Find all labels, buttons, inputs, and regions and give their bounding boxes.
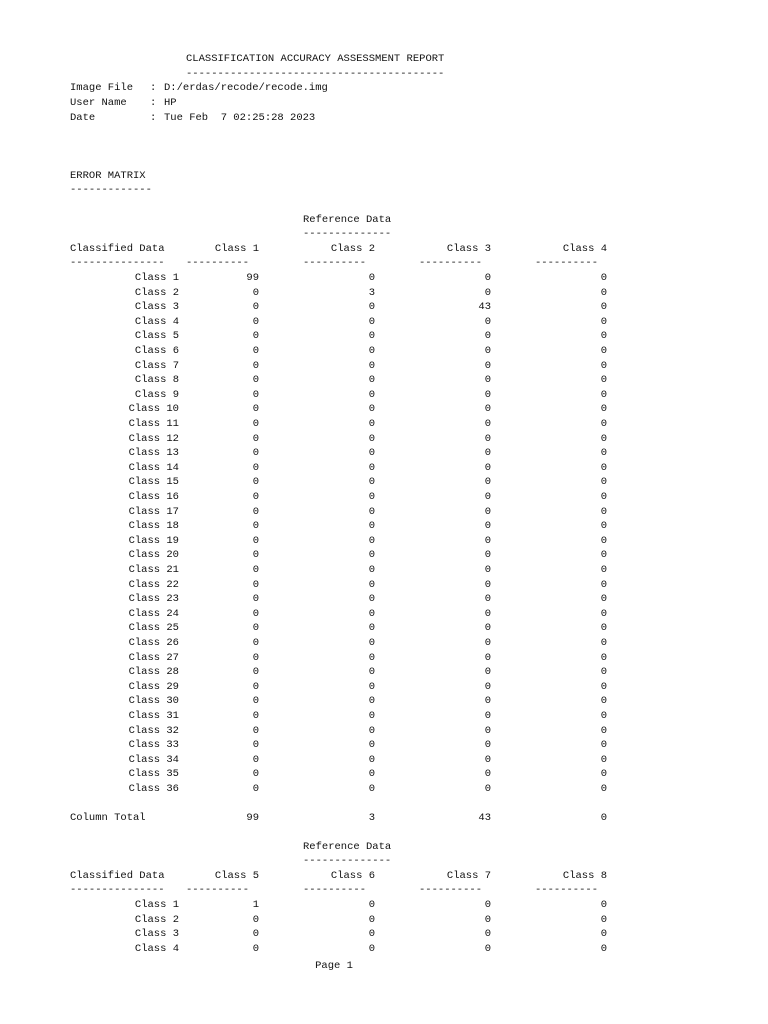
matrix-cell: 0 xyxy=(368,374,375,386)
report-page: CLASSIFICATION ACCURACY ASSESSMENT REPORT ----------------------------------------- Image File : D:/erdas/recode/recode.img User Name : HP Date : Tue Feb 7 02:25:28 2023 ERROR MATRIX ------------- Reference Data -------------- Classified Data Class 1 Class 2 Class 3 Class 4 --------------- ---------- ---------- ---------- ---------- Class 1 99 0 0 0 Class 2 0 3 0 0 Class 3 0 0 43 0 Class 4 0 0 0 0 Class 5 0 0 0 0 Class 6 0 0 0 0 Class 7 0 0 0 0 Class 8 0 0 0 0 Class 9 0 0 0 0 Class 10 0 0 0 0 Class 11 0 0 0 0 Class 12 0 0 0 0 Class 13 0 0 0 0 Class 14 0 0 0 0 Class 15 0 0 0 0 Class 16 0 0 0 0 Class 17 0 0 0 0 Class 18 0 0 0 0 Class 19 0 0 0 0 Class 20 0 0 0 0 Class 21 0 0 0 0 Class 22 0 0 0 0 Class 23 0 0 0 0 Class 24 0 0 0 0 Class 25 0 0 0 0 Class 26 0 0 0 0 Class 27 0 0 0 0 Class 28 0 0 0 0 Class 29 0 0 0 0 Class 30 0 0 0 0 Class 31 0 0 0 0 Class 32 0 0 0 0 Class 33 0 0 0 0 Class 34 0 0 0 0 Class 35 0 0 0 0 Class 36 0 0 0 0 Column Total 99 3 43 0 Reference Data -------------- Classified Data Class 5 Class 6 Class 7 Class 8 --------------- ---------- ---------- ---------- ---------- Class 1 1 0 0 0 Class 2 0 0 0 0 Class 3 0 0 0 0 Class 4 0 0 0 0 Page 1 xyxy=(70,53,607,972)
row-label: Class 14 xyxy=(128,462,179,474)
matrix-cell: 0 xyxy=(368,520,375,532)
matrix-cell: 0 xyxy=(252,652,259,664)
matrix-cell: 0 xyxy=(484,403,491,415)
matrix-cell: 0 xyxy=(368,593,375,605)
row-label: Class 22 xyxy=(128,579,179,591)
matrix-cell: 99 xyxy=(246,272,259,284)
matrix-cell: 0 xyxy=(484,549,491,561)
column-header: Class 5 xyxy=(214,870,259,882)
row-label: Class 32 xyxy=(128,725,179,737)
column-rule: ---------- xyxy=(303,257,367,269)
section-title-rule: ------------- xyxy=(70,184,152,196)
matrix-cell: 0 xyxy=(600,899,607,911)
matrix-cell: 0 xyxy=(368,710,375,722)
matrix-cell: 0 xyxy=(600,506,607,518)
matrix-cell: 0 xyxy=(484,593,491,605)
matrix-cell: 0 xyxy=(484,681,491,693)
column-rule: ---------- xyxy=(535,884,599,896)
matrix-cell: 0 xyxy=(600,301,607,313)
matrix-cell: 0 xyxy=(368,637,375,649)
matrix-cell: 0 xyxy=(484,725,491,737)
matrix-cell: 0 xyxy=(368,739,375,751)
matrix-cell: 0 xyxy=(252,928,259,940)
matrix-cell: 0 xyxy=(252,695,259,707)
row-label: Class 16 xyxy=(128,491,179,503)
matrix-cell: 0 xyxy=(368,345,375,357)
row-label: Class 20 xyxy=(128,549,179,561)
matrix-cell: 0 xyxy=(484,666,491,678)
matrix-cell: 0 xyxy=(252,535,259,547)
matrix-cell: 0 xyxy=(600,462,607,474)
matrix-cell: 3 xyxy=(368,287,375,299)
matrix-cell: 0 xyxy=(252,462,259,474)
matrix-cell: 0 xyxy=(484,491,491,503)
matrix-cell: 0 xyxy=(368,433,375,445)
matrix-cell: 0 xyxy=(252,593,259,605)
row-label: Class 12 xyxy=(128,433,179,445)
matrix-cell: 0 xyxy=(368,666,375,678)
column-rule: ---------- xyxy=(419,257,483,269)
matrix-cell: 0 xyxy=(252,710,259,722)
column-total-label: Column Total xyxy=(70,812,146,824)
matrix-cell: 0 xyxy=(252,754,259,766)
column-total-value: 43 xyxy=(478,812,491,824)
matrix-cell: 0 xyxy=(368,506,375,518)
matrix-cell: 0 xyxy=(252,681,259,693)
matrix-cell: 0 xyxy=(252,622,259,634)
column-rule: ---------- xyxy=(419,884,483,896)
matrix-cell: 0 xyxy=(484,943,491,955)
matrix-cell: 0 xyxy=(484,462,491,474)
matrix-cell: 0 xyxy=(600,754,607,766)
matrix-cell: 0 xyxy=(484,476,491,488)
row-label: Class 29 xyxy=(128,681,179,693)
row-label: Class 2 xyxy=(134,287,179,299)
row-label: Class 1 xyxy=(134,899,179,911)
matrix-cell: 0 xyxy=(252,608,259,620)
matrix-cell: 0 xyxy=(600,374,607,386)
matrix-cell: 0 xyxy=(600,622,607,634)
matrix-cell: 0 xyxy=(252,389,259,401)
column-header: Class 4 xyxy=(562,243,607,255)
row-header-rule: --------------- xyxy=(70,257,165,269)
matrix-cell: 0 xyxy=(484,287,491,299)
row-label: Class 23 xyxy=(128,593,179,605)
matrix-cell: 0 xyxy=(252,768,259,780)
matrix-cell: 0 xyxy=(368,316,375,328)
matrix-cell: 0 xyxy=(252,520,259,532)
matrix-cell: 0 xyxy=(368,491,375,503)
matrix-cell: 0 xyxy=(368,535,375,547)
row-label: Class 26 xyxy=(128,637,179,649)
matrix-cell: 0 xyxy=(252,491,259,503)
matrix-cell: 0 xyxy=(600,681,607,693)
matrix-cell: 0 xyxy=(252,506,259,518)
row-label: Class 3 xyxy=(134,928,179,940)
section-title: ERROR MATRIX xyxy=(70,170,146,182)
column-header: Class 3 xyxy=(446,243,491,255)
matrix-cell: 0 xyxy=(252,579,259,591)
matrix-cell: 0 xyxy=(368,608,375,620)
matrix-cell: 0 xyxy=(368,476,375,488)
matrix-cell: 0 xyxy=(600,287,607,299)
matrix-cell: 0 xyxy=(368,943,375,955)
matrix-cell: 0 xyxy=(600,345,607,357)
matrix-cell: 0 xyxy=(484,768,491,780)
matrix-cell: 0 xyxy=(368,783,375,795)
row-label: Class 33 xyxy=(128,739,179,751)
column-header: Class 1 xyxy=(214,243,259,255)
matrix-cell: 0 xyxy=(252,433,259,445)
matrix-cell: 0 xyxy=(484,330,491,342)
matrix-cell: 0 xyxy=(484,928,491,940)
meta-label: Date xyxy=(70,112,96,124)
matrix-cell: 0 xyxy=(484,447,491,459)
column-rule: ---------- xyxy=(186,884,250,896)
matrix-cell: 0 xyxy=(252,549,259,561)
matrix-cell: 0 xyxy=(368,549,375,561)
classified-data-header: Classified Data xyxy=(70,870,165,882)
matrix-cell: 0 xyxy=(484,637,491,649)
matrix-cell: 0 xyxy=(252,360,259,372)
matrix-cell: 0 xyxy=(252,374,259,386)
matrix-cell: 0 xyxy=(368,272,375,284)
row-label: Class 27 xyxy=(128,652,179,664)
row-label: Class 5 xyxy=(134,330,179,342)
matrix-cell: 0 xyxy=(484,564,491,576)
matrix-cell: 0 xyxy=(252,637,259,649)
column-header: Class 2 xyxy=(330,243,375,255)
column-rule: ---------- xyxy=(186,257,250,269)
column-rule: ---------- xyxy=(303,884,367,896)
matrix-cell: 0 xyxy=(368,447,375,459)
row-label: Class 30 xyxy=(128,695,179,707)
matrix-cell: 0 xyxy=(600,272,607,284)
matrix-cell: 0 xyxy=(484,345,491,357)
matrix-cell: 0 xyxy=(600,535,607,547)
matrix-cell: 0 xyxy=(368,695,375,707)
matrix-cell: 0 xyxy=(484,374,491,386)
matrix-cell: 0 xyxy=(600,418,607,430)
matrix-cell: 0 xyxy=(484,754,491,766)
row-label: Class 9 xyxy=(134,389,179,401)
matrix-cell: 0 xyxy=(484,710,491,722)
row-label: Class 36 xyxy=(128,783,179,795)
matrix-cell: 0 xyxy=(600,433,607,445)
row-label: Class 1 xyxy=(134,272,179,284)
meta-label: User Name xyxy=(70,97,127,109)
row-label: Class 6 xyxy=(134,345,179,357)
matrix-cell: 0 xyxy=(252,914,259,926)
row-label: Class 28 xyxy=(128,666,179,678)
row-label: Class 8 xyxy=(134,374,179,386)
matrix-cell: 0 xyxy=(484,389,491,401)
matrix-cell: 0 xyxy=(252,403,259,415)
matrix-cell: 0 xyxy=(600,579,607,591)
matrix-cell: 0 xyxy=(252,418,259,430)
row-label: Class 24 xyxy=(128,608,179,620)
matrix-cell: 0 xyxy=(600,476,607,488)
matrix-cell: 0 xyxy=(368,462,375,474)
matrix-cell: 0 xyxy=(368,330,375,342)
matrix-cell: 0 xyxy=(484,899,491,911)
matrix-cell: 0 xyxy=(252,725,259,737)
matrix-cell: 0 xyxy=(252,316,259,328)
matrix-cell: 0 xyxy=(252,739,259,751)
row-label: Class 4 xyxy=(134,316,179,328)
matrix-cell: 0 xyxy=(484,506,491,518)
row-label: Class 34 xyxy=(128,754,179,766)
matrix-cell: 0 xyxy=(484,739,491,751)
column-header: Class 6 xyxy=(330,870,375,882)
matrix-cell: 0 xyxy=(252,301,259,313)
row-label: Class 11 xyxy=(128,418,179,430)
matrix-cell: 0 xyxy=(600,928,607,940)
matrix-cell: 0 xyxy=(600,666,607,678)
column-total-value: 3 xyxy=(368,812,375,824)
matrix-cell: 0 xyxy=(368,928,375,940)
matrix-cell: 0 xyxy=(600,520,607,532)
row-label: Class 17 xyxy=(128,506,179,518)
matrix-cell: 0 xyxy=(484,418,491,430)
row-label: Class 3 xyxy=(134,301,179,313)
meta-label: Image File xyxy=(70,82,134,94)
matrix-cell: 0 xyxy=(484,579,491,591)
matrix-cell: 0 xyxy=(600,710,607,722)
reference-data-label: Reference Data xyxy=(303,214,392,226)
matrix-cell: 0 xyxy=(252,447,259,459)
matrix-cell: 0 xyxy=(252,564,259,576)
matrix-cell: 0 xyxy=(368,652,375,664)
matrix-cell: 0 xyxy=(368,768,375,780)
matrix-cell: 0 xyxy=(600,403,607,415)
matrix-cell: 0 xyxy=(484,316,491,328)
matrix-cell: 0 xyxy=(600,725,607,737)
row-label: Class 35 xyxy=(128,768,179,780)
matrix-cell: 0 xyxy=(600,608,607,620)
column-header: Class 7 xyxy=(446,870,491,882)
matrix-cell: 0 xyxy=(368,403,375,415)
matrix-cell: 0 xyxy=(252,330,259,342)
matrix-cell: 0 xyxy=(368,301,375,313)
matrix-cell: 0 xyxy=(484,608,491,620)
column-total-value: 99 xyxy=(246,812,259,824)
row-label: Class 31 xyxy=(128,710,179,722)
matrix-cell: 1 xyxy=(252,899,259,911)
reference-data-rule: -------------- xyxy=(303,228,392,240)
matrix-cell: 0 xyxy=(600,360,607,372)
matrix-cell: 0 xyxy=(600,739,607,751)
matrix-cell: 0 xyxy=(600,943,607,955)
matrix-cell: 0 xyxy=(484,652,491,664)
row-header-rule: --------------- xyxy=(70,884,165,896)
reference-data-rule: -------------- xyxy=(303,855,392,867)
matrix-cell: 0 xyxy=(600,330,607,342)
matrix-cell: 0 xyxy=(600,695,607,707)
matrix-cell: 0 xyxy=(600,637,607,649)
matrix-cell: 0 xyxy=(484,272,491,284)
matrix-cell: 0 xyxy=(368,418,375,430)
row-label: Class 4 xyxy=(134,943,179,955)
row-label: Class 25 xyxy=(128,622,179,634)
matrix-cell: 0 xyxy=(600,549,607,561)
row-label: Class 7 xyxy=(134,360,179,372)
row-label: Class 2 xyxy=(134,914,179,926)
matrix-cell: 0 xyxy=(484,520,491,532)
matrix-cell: 0 xyxy=(252,943,259,955)
row-label: Class 10 xyxy=(128,403,179,415)
matrix-cell: 0 xyxy=(484,695,491,707)
matrix-cell: 0 xyxy=(484,433,491,445)
matrix-cell: 0 xyxy=(484,622,491,634)
reference-data-label: Reference Data xyxy=(303,841,392,853)
matrix-cell: 0 xyxy=(368,914,375,926)
matrix-cell: 0 xyxy=(600,914,607,926)
matrix-cell: 0 xyxy=(368,622,375,634)
matrix-cell: 0 xyxy=(252,287,259,299)
matrix-cell: 0 xyxy=(600,389,607,401)
matrix-cell: 0 xyxy=(368,564,375,576)
row-label: Class 21 xyxy=(128,564,179,576)
matrix-cell: 0 xyxy=(484,914,491,926)
matrix-cell: 0 xyxy=(252,345,259,357)
matrix-cell: 0 xyxy=(368,754,375,766)
matrix-cell: 0 xyxy=(252,476,259,488)
row-label: Class 19 xyxy=(128,535,179,547)
meta-value: HP xyxy=(164,97,177,109)
report-title-rule: ----------------------------------------- xyxy=(186,68,445,80)
matrix-cell: 0 xyxy=(368,389,375,401)
matrix-cell: 0 xyxy=(368,360,375,372)
matrix-cell: 0 xyxy=(484,535,491,547)
page-number: Page 1 xyxy=(315,960,353,972)
matrix-cell: 0 xyxy=(600,593,607,605)
matrix-cell: 0 xyxy=(600,652,607,664)
matrix-cell: 0 xyxy=(252,783,259,795)
matrix-cell: 0 xyxy=(600,768,607,780)
matrix-cell: 0 xyxy=(368,579,375,591)
matrix-cell: 0 xyxy=(600,564,607,576)
matrix-cell: 0 xyxy=(600,491,607,503)
matrix-cell: 0 xyxy=(368,899,375,911)
column-header: Class 8 xyxy=(562,870,607,882)
matrix-cell: 0 xyxy=(484,783,491,795)
matrix-cell: 0 xyxy=(484,360,491,372)
meta-value: Tue Feb 7 02:25:28 2023 xyxy=(164,112,316,124)
matrix-cell: 0 xyxy=(252,666,259,678)
matrix-cell: 0 xyxy=(368,681,375,693)
column-rule: ---------- xyxy=(535,257,599,269)
row-label: Class 15 xyxy=(128,476,179,488)
matrix-cell: 0 xyxy=(600,316,607,328)
meta-value: D:/erdas/recode/recode.img xyxy=(164,82,328,94)
column-total-value: 0 xyxy=(600,812,607,824)
matrix-cell: 0 xyxy=(368,725,375,737)
matrix-cell: 0 xyxy=(600,783,607,795)
matrix-cell: 43 xyxy=(478,301,491,313)
matrix-cell: 0 xyxy=(600,447,607,459)
row-label: Class 13 xyxy=(128,447,179,459)
classified-data-header: Classified Data xyxy=(70,243,165,255)
report-title: CLASSIFICATION ACCURACY ASSESSMENT REPORT xyxy=(186,53,445,65)
row-label: Class 18 xyxy=(128,520,179,532)
